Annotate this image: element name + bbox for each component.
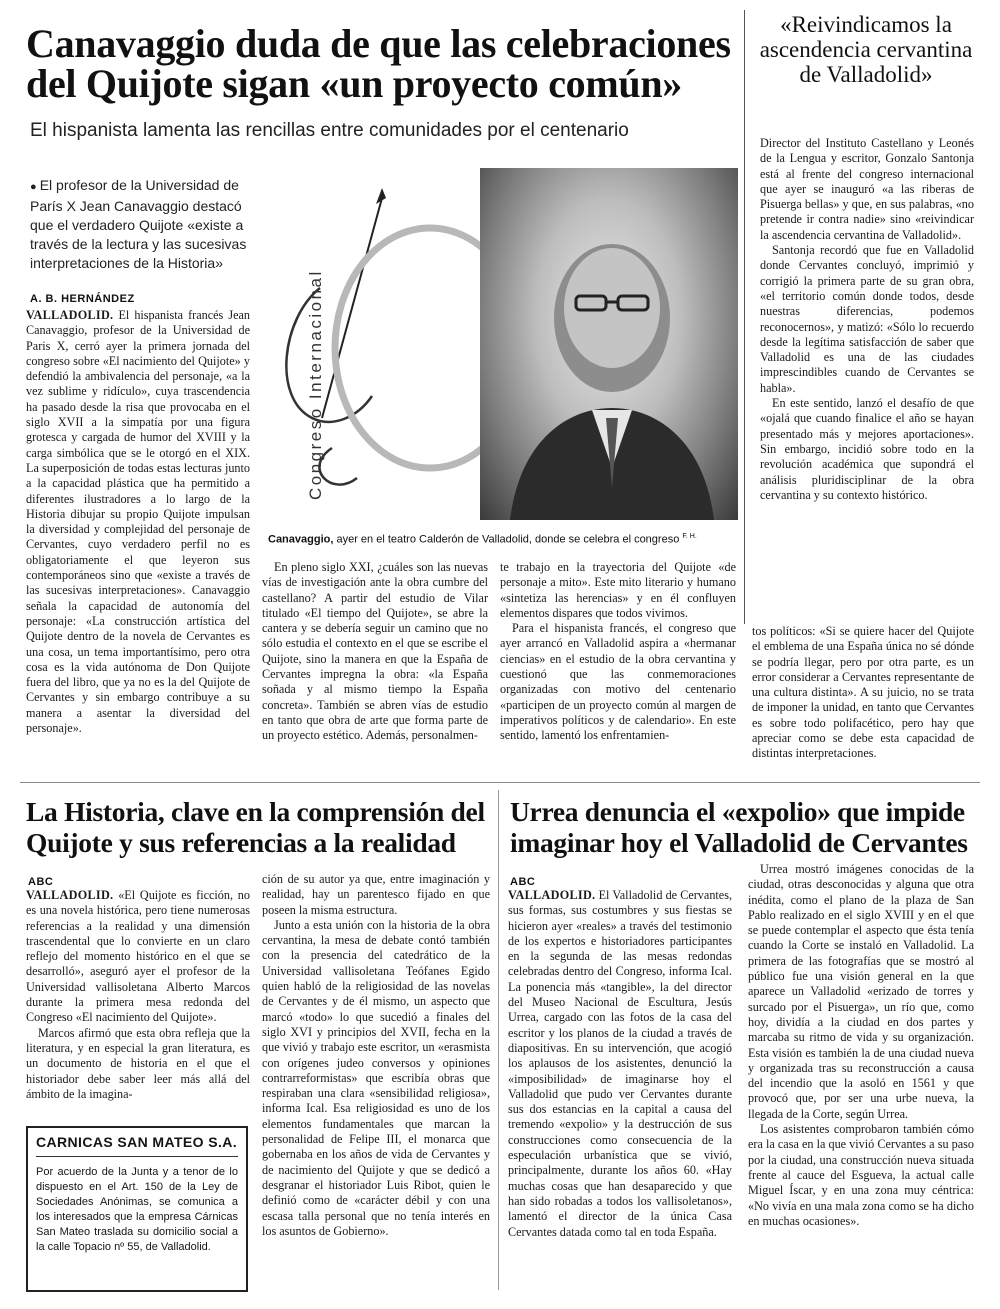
article2-headline — [26, 796, 494, 858]
article2-col1-p2: Marcos afirmó que esta obra refleja que la literatura, y en especial la gran literatura, es un documento de historia en el que el historiador debe saber leer más allá del ámbito de la imagina- — [26, 1025, 250, 1101]
article2-column-1 — [26, 888, 250, 1120]
main-headline — [26, 21, 746, 106]
article3-dateline: VALLADOLID. — [508, 888, 596, 902]
main-deck — [30, 176, 248, 273]
main-column-2 — [262, 560, 488, 774]
article3-headline-line1: Urrea denuncia el «expolio» que impide — [510, 796, 965, 827]
main-dateline: VALLADOLID. — [26, 308, 114, 322]
ad-body: Por acuerdo de la Junta y a tenor de lo dispuesto en el Art. 150 de la Ley de Sociedades Anónimas, se comunica a los interesados que la empresa Cárnicas San Mateo traslada su domicilio social a la calle Topacio nº 55, de Valladolid. — [36, 1166, 238, 1253]
article2-headline-line1: La Historia, clave en la comprensión del — [26, 796, 485, 827]
main-column-1 — [26, 308, 250, 776]
article3-column-2 — [748, 862, 974, 1288]
main-col1-text: El hispanista francés Jean Canavaggio, profesor de la Universidad de Paris X, cerró ayer la primera jornada del congreso sobre «El nacimiento del Quijote» y defendió la ambivalencia del personaje, «a la vez sublime y ridículo», cuya trascendencia ha pasado desde la risa que provocaba en el siglo XVII a la simpatía por una figura grotesca y cargada de humor del XVIII y la carga simbólica que se le otorgó en el XIX. La superposición de todas estas lecturas junto a la capacidad plástica que ha permitido a diferentes ilustradores a lo largo de la Historia dibujar su propio Quijote impulsan la diversidad y complejidad del personaje de Cervantes, cuyo verdadero perfil no es obligatoriamente el que leyeron sus contemporáneos sino que «existe a través de las sucesivas interpretaciones». Canavaggio señala la capacidad de autonomía del personaje: «La construcción artística del Quijote dentro de la novela de Cervantes es una cosa, un tema importantísimo, pero otra cosa es la vida autónoma de Don Quijote fuera del libro, que ya no es la del Quijote de Cervantes y sin embargo contribuye a su manera a asentar la diversidad del personaje». — [26, 308, 250, 736]
article2-col1-p1: «El Quijote es ficción, no es una novela histórica, pero tiene numerosas referencias a la realidad y una dimensión trascendental que lo convierte en un claro reflejo del momento histórico en el que se desarrolló», aseguró ayer el profesor de la Universidad vallisoletana Alberto Marcos durante la primera mesa redonda del Congreso «El nacimiento del Quijote». — [26, 888, 250, 1025]
sidebar-divider — [744, 10, 745, 624]
sidebar-title: «Reivindicamos la ascendencia cervantina de Valladolid» — [759, 12, 973, 87]
section-divider — [20, 782, 980, 783]
article2-headline-line2: Quijote y sus referencias a la realidad — [26, 827, 456, 858]
congress-logo-graphic — [262, 168, 482, 528]
article2-col2-p1: ción de su autor ya que, entre imaginación y realidad, hay un parentesco fijado en que poseen la misma estructura. — [262, 872, 490, 917]
main-subhead: El hispanista lamenta las rencillas entre comunidades por el centenario — [30, 120, 629, 141]
main-col3-p2: Para el hispanista francés, el congreso que ayer arrancó en Valladolid aspira a «hermanar ciencias» en el estudio de la obra cervantina y cuestionó que las conmemoraciones organizadas con motivo del centenario «participen de un proyecto común al margen de imperativos políticos y de calendario». En este sentido, lamentó los enfrentamien- — [500, 621, 736, 743]
article2-column-2 — [262, 872, 490, 1288]
congress-logo-text: Congreso Internacional — [306, 269, 325, 500]
article3-column-1 — [508, 888, 732, 1288]
ad-title: CARNICAS SAN MATEO S.A. — [36, 1134, 238, 1157]
article3-col2-p1: Urrea mostró imágenes conocidas de la ciudad, otras desconocidas y alguna que otra inédita, como el plano de la plaza de San Pablo realizado en el siglo XVIII y en el que se puede contemplar el aspecto que ésta tenía cuando la Corte se instaló en Valladolid. La primera de las fotografías que se mostró al público fue una visión general en la que aparece un Valladolid «erizado de torres y surcado por el Pisuerga», un río que, como hoy, dividía a la ciudad en dos partes y marcaba su ritmo de vida y su organización. Esta visión es también la de una ciudad nueva y organizada tras su reconstrucción a causa del incendio que la asoló en 1561 y que provocó que, por ser una urbe nueva, la llegada de la Corte, según Urrea. — [748, 862, 974, 1121]
main-headline-line1: Canavaggio duda de que las celebraciones — [26, 21, 731, 66]
main-deck-text: El profesor de la Universidad de París X Jean Canavaggio destacó que el verdadero Quijote «existe a través de la lectura y las sucesivas interpretaciones de la Historia» — [30, 177, 247, 271]
article2-dateline: VALLADOLID. — [26, 888, 114, 902]
sidebar-body — [760, 136, 974, 620]
portrait-illustration — [480, 168, 738, 520]
main-column-4 — [752, 624, 974, 774]
article2-col2-p2: Junto a esta unión con la historia de la obra cervantina, la mesa de debate contó también con la presencia del catedrático de la Universidad vallisoletana Teófanes Egido quien habló de la religiosidad de las novelas de Cervantes y de él mismo, un aspecto que marcó «todo» lo que sucedió a finales del siglo XVI y principios del XVII, fecha en la que vivió y trabajo este escritor, un «erasmista con orígenes judeo conversos y opiniones contrarreformistas» que escribía obras que respiraban una clara «sensibilidad religiosa», informa Ical. Esa religiosidad es uno de los elementos fundamentales que marcan la personalidad de Felipe III, el monarca que gobernaba en los años de vida de Cervantes y de nacimiento del Quijote y que se dedicó a desgranar el historiador Luis Ribot, quien le definió como de «carácter débil y con una escasa talla personal que no tenía interés en los asuntos de Gobierno». — [262, 917, 490, 1238]
main-col4-text: tos políticos: «Si se quiere hacer del Quijote el emblema de una España única no sé dónde se podría llegar, pero por otra parte, es un error considerar a Cervantes representante de una cultura distinta». A su juicio, no se trata de imponer la unidad, en tanto que Cervantes es sobre todo polifacético, pero hay que apreciar como se debe esta capacidad de distintas interpretaciones. — [752, 624, 974, 761]
main-col3-p1: te trabajo en la trayectoria del Quijote «de personaje a mito». Este mito literario y humano «sintetiza las herencias» y en él confluyen elementos dispares que todos vivimos. — [500, 560, 736, 620]
ad-notice — [26, 1126, 248, 1292]
canavaggio-photo — [480, 168, 738, 520]
sidebar-p2: Santonja recordó que fue en Valladolid donde Cervantes concluyó, imprimió y corrigió la primera parte de su gran obra, «el territorio común donde todos, desde nuestras diferencias, podemos reconocernos», y matizó: «Sólo lo recuerdo desde la legítima satisfacción de saber que Valladolid es una de las ciudades imprescindibles cuando de Cervantes se habla». — [760, 243, 974, 395]
caption-name: Canavaggio, — [268, 533, 334, 546]
main-byline: A. B. HERNÁNDEZ — [30, 293, 135, 305]
article2-byline: ABC — [28, 876, 54, 888]
article3-headline-line2: imaginar hoy el Valladolid de Cervantes — [510, 827, 968, 858]
article3-col2-p2: Los asistentes comprobaron también cómo era la casa en la que vivió Cervantes a su paso por la ciudad, una construcción nueva situada frente al cauce del Esgueva, la actual calle Miguel Íscar, y en una zona muy céntrica: «No vivía en una mala zona como se ha dicho en muchas ocasiones». — [748, 1122, 974, 1228]
main-column-3 — [500, 560, 736, 774]
bottom-divider — [498, 790, 499, 1290]
article3-byline: ABC — [510, 876, 536, 888]
main-headline-line2: del Quijote sigan «un proyecto común» — [26, 61, 682, 106]
bullet-icon: ● — [30, 181, 40, 193]
photo-caption — [268, 530, 744, 547]
sidebar-p3: En este sentido, lanzó el desafío de que «ojalá que cuando finalice el año se hayan presentado más y mejores aportaciones». Sin embargo, incidió sobre todo en la revolución académica que supondrá el análisis pluridisciplinar de la obra cervantina y su contexto histórico. — [760, 396, 974, 502]
caption-text: ayer en el teatro Calderón de Valladolid, donde se celebra el congreso — [333, 533, 680, 546]
article3-headline — [510, 796, 980, 858]
main-col2-text: En pleno siglo XXI, ¿cuáles son las nuevas vías de investigación ante la obra cumbre del castellano? A partir del estudio de Vilar titulado «El tiempo del Quijote», se abre la cantera y se debería seguir un camino que no sólo estudia el contexto en el que se escribe el Quijote, sino la manera en que la España de Cervantes impregna la obra: «la España soñada y al mismo tiempo la España concreta». También se abren vías de estudio en tanto que obra de arte que forma parte de un proyecto estético. Además, personalmen- — [262, 560, 488, 743]
article3-col1-text: El Valladolid de Cervantes, sus formas, sus costumbres y sus fiestas se hicieron ayer «reales» a través del testimonio de los expertos e historiadores participantes en la segunda de las mesas redondas celebradas dentro del Congreso, informa Ical. La ponencia más «tangible», la del director del Museo Nacional de Escultura, Jesús Urrea, cargado con las fotos de la casa del escritor y los planos de la ciudad a través de diapositivas. En su intervención, que acogió los aplausos de los asistentes, denunció la «imposibilidad» de imaginarse hoy el Valladolid que pudo ver Cervantes durante sus dos estancias en la capital a causa del tremendo «expolio» y la destrucción de sus construcciones como consecuencia de la especulación urbanística que se vivió, principalmente, durante los años 60. «Hay muchas cosas que han desaparecido y que han sido robadas a todos los vallisoletanos», lamentó el director de la única Casa Cervantes datada como tal en toda España. — [508, 888, 732, 1239]
caption-credit: F. H. — [682, 533, 697, 540]
sidebar-p1: Director del Instituto Castellano y Leonés de la Lengua y escritor, Gonzalo Santonja está al frente del congreso internacional que ayer se inauguró «a las riberas de Pisuerga bellas» y que, en sus palabras, «no pretende ir contra nadie» sino «reivindicar la ascendencia cervantina de Valladolid». — [760, 136, 974, 242]
